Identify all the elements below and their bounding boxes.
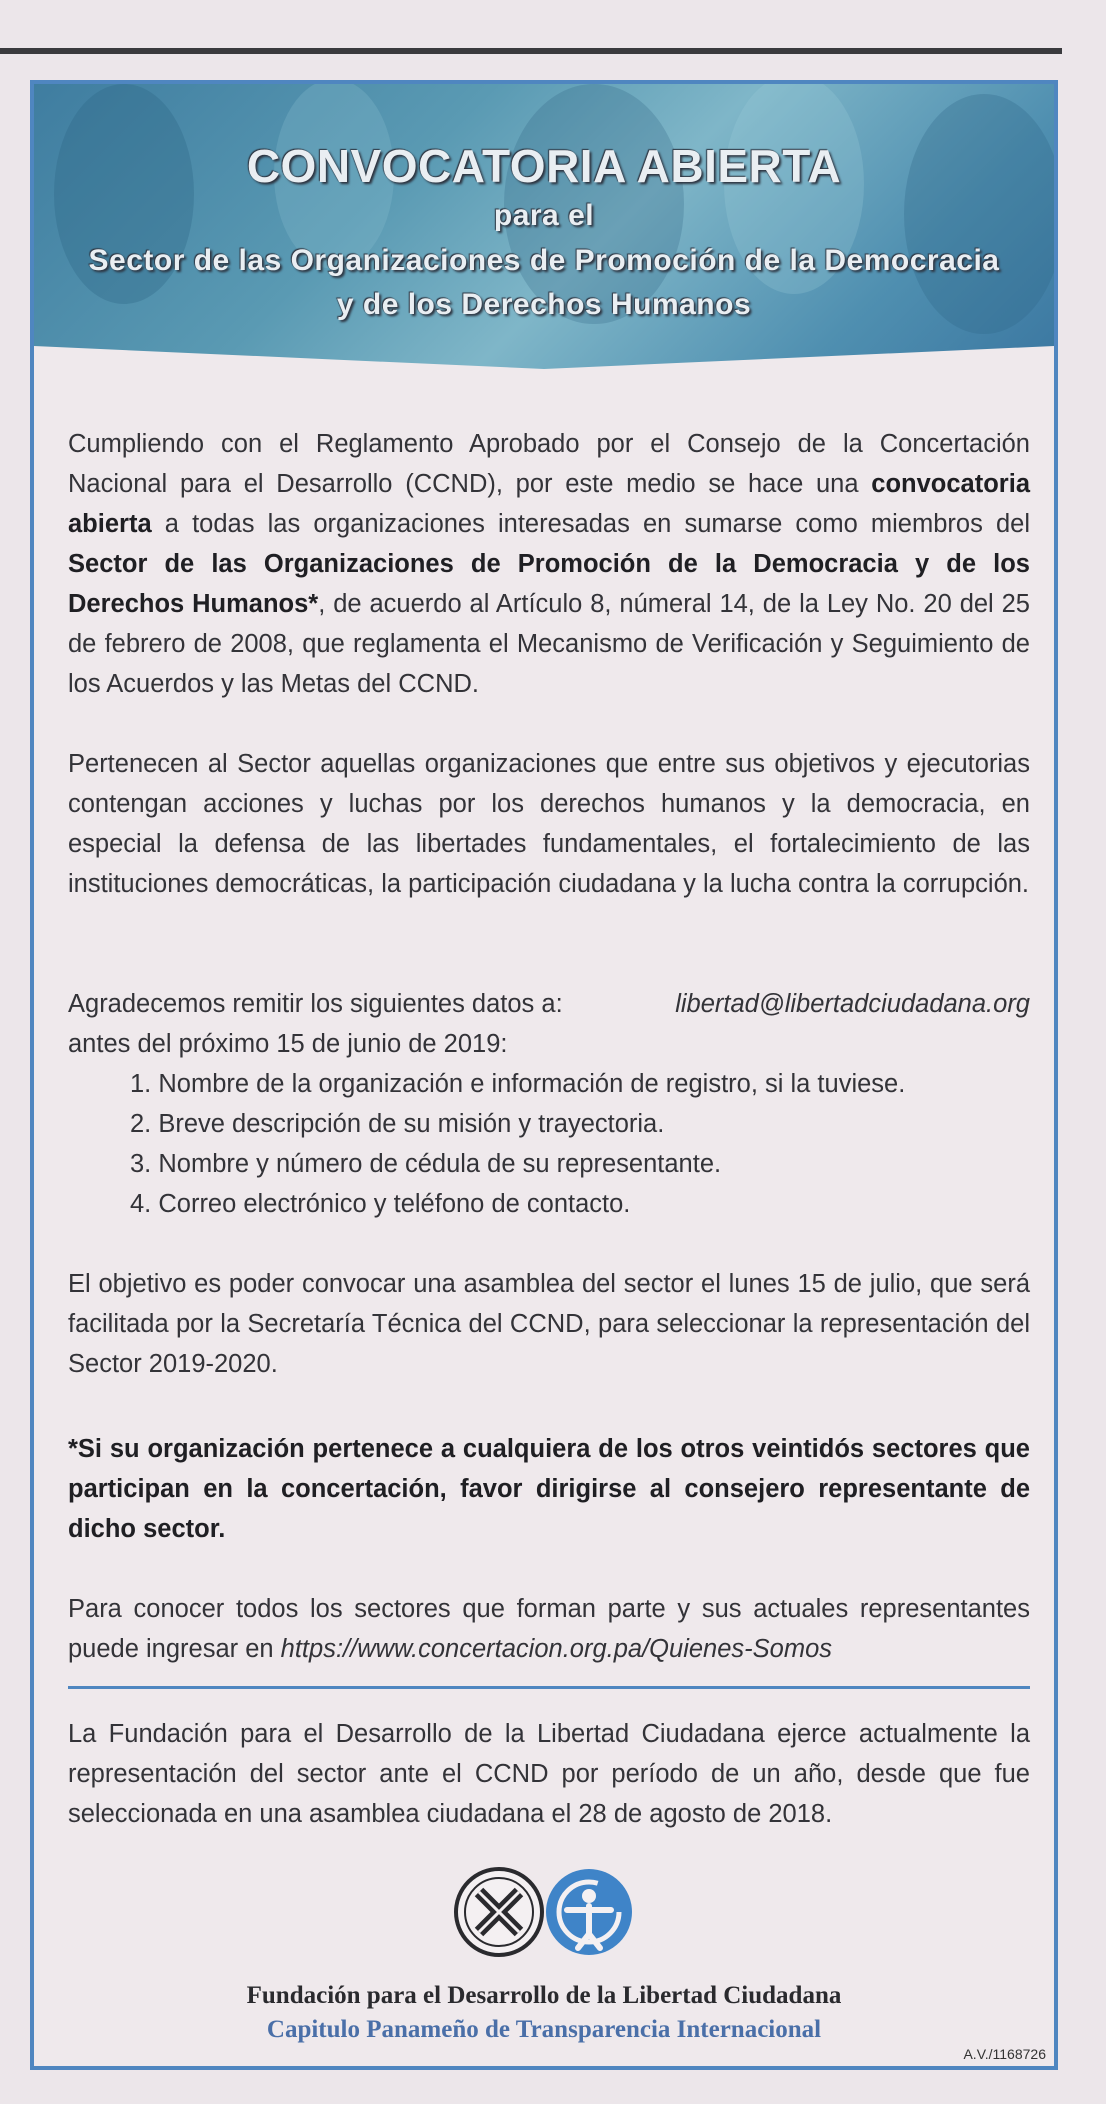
sectors-link-paragraph: [68, 1589, 1030, 1669]
list-item: 1. Nombre de la organización e información de registro, si la tuviese.: [130, 1070, 906, 1098]
list-item: 4. Correo electrónico y teléfono de contacto.: [130, 1190, 631, 1218]
transparencia-logo-icon: [546, 1869, 632, 1955]
header-banner: [34, 84, 1054, 384]
intro-bold-sector: Sector de las Organizaciones de Promoción de la Democracia y de los Derechos Humanos*: [68, 550, 1030, 618]
intro-text-e: , de acuerdo al Artículo 8, númeral 14, de la Ley No. 20 del 25 de febrero de 2008, que reglamenta el Mecanismo de Verificación y Seguimiento de los Acuerdos y las Metas del CCND.: [68, 590, 1030, 698]
banner-subtitle-3: y de los Derechos Humanos: [336, 288, 752, 321]
email-link[interactable]: libertad@libertadciudadana.org: [675, 990, 1030, 1018]
request-text: Agradecemos remitir los siguientes datos a:: [68, 990, 563, 1018]
section-divider: [68, 1686, 1030, 1689]
objective-paragraph: El objetivo es poder convocar una asamblea del sector el lunes 15 de julio, que será facilitada por la Secretaría Técnica del CCND, para seleccionar la representación del Sector 2019-2020.: [68, 1270, 1030, 1378]
organization-name: Fundación para el Desarrollo de la Libertad Ciudadana: [246, 1982, 842, 2009]
organization-chapter: Capitulo Panameño de Transparencia Internacional: [266, 2016, 822, 2043]
banner-subtitle-2: Sector de las Organizaciones de Promoción de la Democracia: [88, 244, 1000, 277]
intro-text-a: Cumpliendo con el Reglamento Aprobado por el Consejo de la Concertación Nacional para el Desarrollo (CCND), por este medio se hace una: [68, 430, 1030, 498]
sector-paragraph: Pertenecen al Sector aquellas organizaciones que entre sus objetivos y ejecutorias contengan acciones y luchas por los derechos humanos y la democracia, en especial la defensa de las libertades fundamentales, el fortalecimiento de las instituciones democráticas, la participación ciudadana y la lucha contra la corrupción.: [68, 750, 1030, 898]
intro-paragraph: [68, 424, 1030, 704]
fundacion-logo-icon: [456, 1869, 542, 1955]
banner-title: CONVOCATORIA ABIERTA: [246, 140, 842, 192]
requirements-list: [68, 1064, 1030, 1224]
request-paragraph: [68, 984, 1030, 1224]
sectors-text: Para conocer todos los sectores que forman parte y sus actuales representantes puede ingresar en: [68, 1595, 1030, 1663]
list-item: 3. Nombre y número de cédula de su representante.: [130, 1150, 722, 1178]
intro-text-c: a todas las organizaciones interesadas en sumarse como miembros del: [151, 510, 1030, 538]
ad-reference: A.V./1168726: [963, 2046, 1046, 2062]
announcement-frame: [30, 80, 1058, 2070]
banner-decoration: [34, 84, 1054, 384]
banner-subtitle-1: para el: [493, 199, 595, 232]
representation-paragraph: La Fundación para el Desarrollo de la Libertad Ciudadana ejerce actualmente la representación del sector ante el CCND por período de un año, desde que fue seleccionada en una asamblea ciudadana el 28 de agosto de 2018.: [68, 1720, 1030, 1828]
intro-bold-convocatoria: convocatoria abierta: [68, 470, 1030, 538]
sectors-url-link[interactable]: https://www.concertacion.org.pa/Quienes-Somos: [280, 1635, 833, 1663]
top-rule: [0, 48, 1062, 54]
list-item: 2. Breve descripción de su misión y trayectoria.: [130, 1110, 665, 1138]
other-sectors-note: *Si su organización pertenece a cualquiera de los otros veintidós sectores que participan en la concertación, favor dirigirse al consejero representante de dicho sector.: [68, 1435, 1030, 1543]
logos: [454, 1862, 634, 1962]
deadline-text: antes del próximo 15 de junio de 2019:: [68, 1030, 508, 1058]
